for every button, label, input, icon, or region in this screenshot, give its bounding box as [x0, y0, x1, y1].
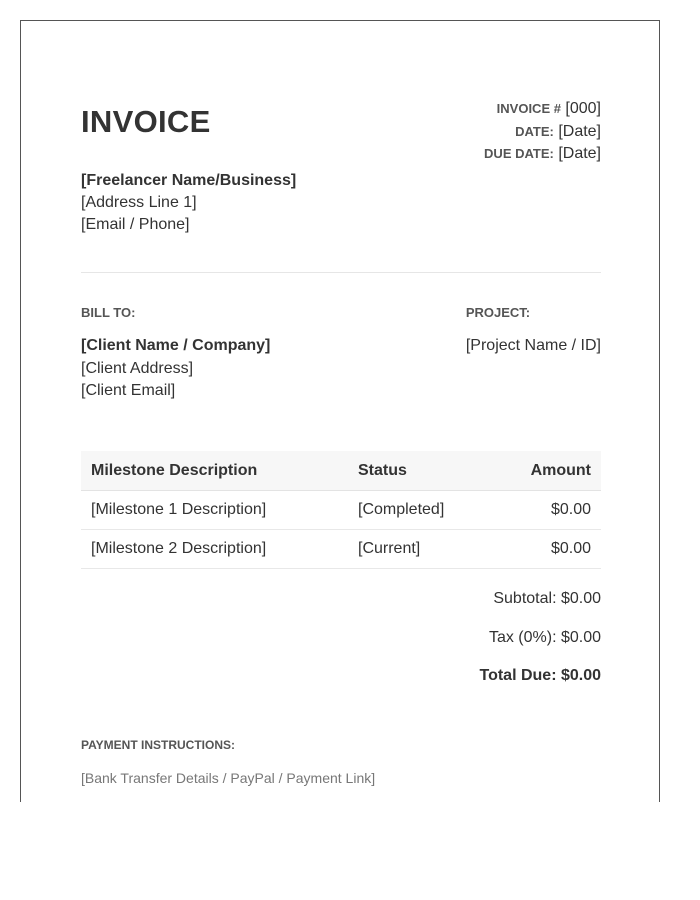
sender-contact: [Email / Phone] [81, 216, 190, 233]
tax: Tax (0%): $0.00 [488, 628, 601, 646]
bill-to-label: BILL TO: [81, 305, 136, 320]
project-label: PROJECT: [465, 305, 531, 320]
invoice-date-label: DATE: [515, 123, 554, 139]
invoice-number-value: [000] [565, 100, 601, 117]
bill-to-block [81, 305, 270, 403]
invoice-title: INVOICE [81, 104, 211, 139]
project-value: [Project Name / ID] [465, 337, 601, 354]
table-row [81, 530, 601, 569]
due-date-value: [Date] [558, 145, 601, 162]
project-block [466, 305, 601, 358]
header-amount: Amount [481, 451, 601, 491]
payment-instructions-label: PAYMENT INSTRUCTIONS: [81, 738, 236, 752]
sender-block [81, 170, 296, 236]
table-header-row [81, 451, 601, 491]
header-divider [81, 272, 601, 273]
invoice-date-value: [Date] [558, 122, 601, 140]
header-description: Milestone Description [81, 451, 348, 491]
invoice-date-row [484, 121, 601, 144]
client-name: [Client Name / Company] [81, 337, 271, 354]
total-due: Total Due: $0.00 [479, 667, 601, 684]
client-address: [Client Address] [81, 359, 194, 377]
milestones-table [81, 451, 601, 569]
totals-block [479, 589, 601, 705]
milestone-status: [Completed] [348, 491, 481, 530]
subtotal: Subtotal: $0.00 [493, 590, 601, 607]
payment-details: [Bank Transfer Details / PayPal / Payment Link] [81, 770, 376, 786]
invoice-page [20, 20, 660, 802]
milestone-description: [Milestone 2 Description] [81, 530, 348, 569]
milestone-amount: $0.00 [481, 491, 601, 530]
sender-address: [Address Line 1] [81, 194, 197, 211]
invoice-number-label: INVOICE # [496, 101, 561, 116]
invoice-number-row [484, 98, 601, 121]
header-status: Status [348, 451, 481, 491]
milestone-amount: $0.00 [481, 530, 601, 569]
client-email: [Client Email] [81, 382, 176, 399]
due-date-label: DUE DATE: [484, 146, 554, 161]
due-date-row [484, 143, 601, 166]
milestone-description: [Milestone 1 Description] [81, 491, 348, 530]
sender-name: [Freelancer Name/Business] [81, 172, 297, 189]
milestone-status: [Current] [348, 530, 481, 569]
invoice-meta [484, 98, 601, 166]
table-row [81, 491, 601, 530]
